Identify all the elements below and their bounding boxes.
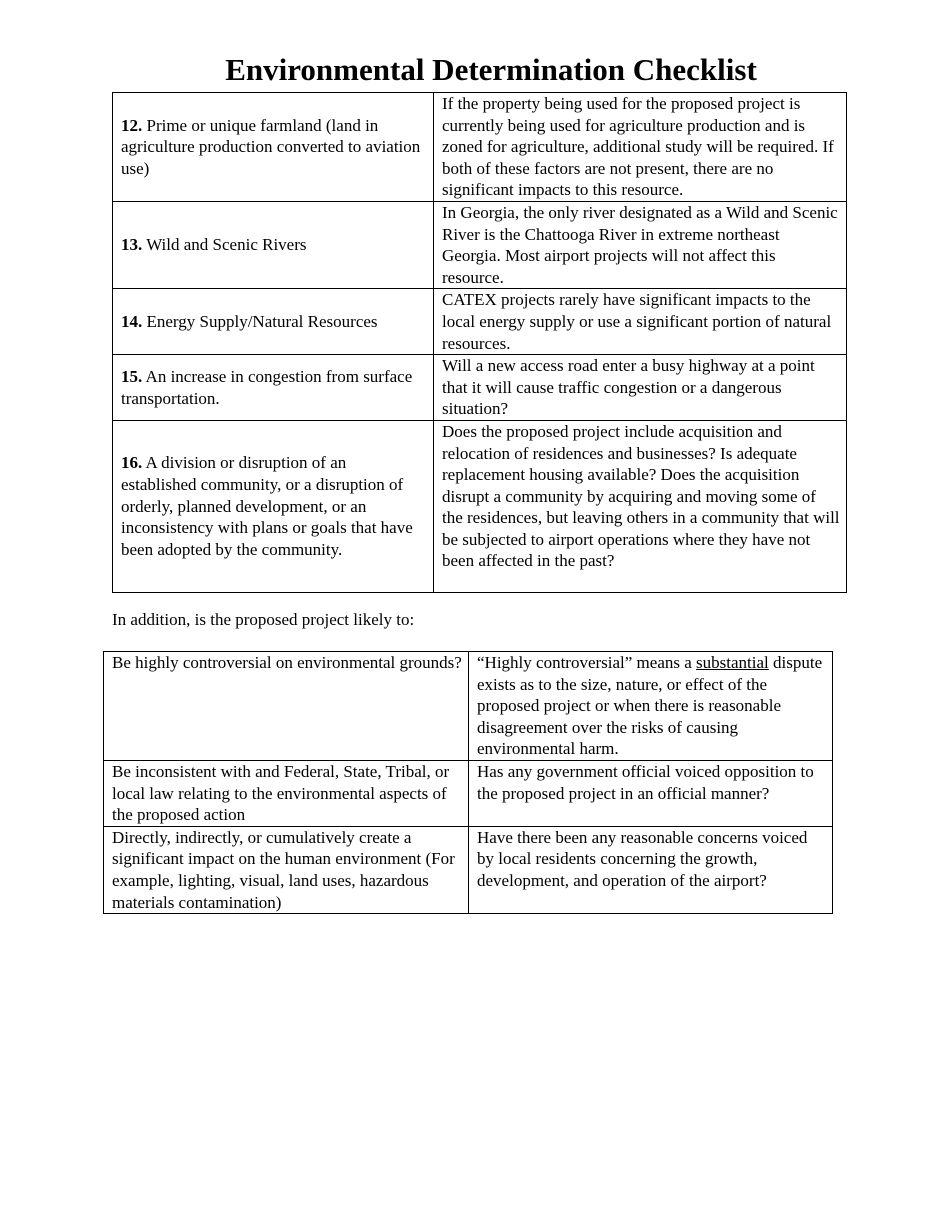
item-topic: An increase in congestion from surface transportation.	[121, 366, 413, 408]
item-topic: Energy Supply/Natural Resources	[142, 311, 378, 331]
item-number: 14.	[121, 311, 143, 331]
checklist-row-12	[113, 93, 847, 202]
checklist-guidance: Will a new access road enter a busy highway at a point that it will cause traffic congestion or a dangerous situation?	[434, 355, 847, 421]
checklist-topic-cell	[113, 420, 434, 592]
checklist-guidance: Does the proposed project include acquisition and relocation of residences and businesses? Is adequate replacement housing available? Does the acquisition disrupt a community by acquiring and moving some of the residences, but leaving others in a community that will be subjected to airport operations where they have not been affected in the past?	[434, 420, 847, 592]
additional-row-controversial	[104, 652, 833, 761]
checklist-row-13	[113, 201, 847, 288]
additional-row-significant-impact	[104, 826, 833, 913]
additional-question: Be inconsistent with and Federal, State, Tribal, or local law relating to the environmental aspects of the proposed action	[104, 761, 469, 827]
checklist-row-14	[113, 289, 847, 355]
additional-considerations-table	[103, 651, 833, 914]
additional-explanation: Has any government official voiced opposition to the proposed project in an official manner?	[469, 761, 833, 827]
item-topic: Wild and Scenic Rivers	[142, 235, 307, 255]
additional-question: Directly, indirectly, or cumulatively create a significant impact on the human environment (For example, lighting, visual, land uses, hazardous materials contamination)	[104, 826, 469, 913]
intro-text: In addition, is the proposed project likely to:	[112, 610, 415, 629]
underlined-term: substantial	[696, 653, 769, 672]
additional-row-inconsistent-law	[104, 761, 833, 827]
additional-explanation	[469, 652, 833, 761]
checklist-guidance: CATEX projects rarely have significant impacts to the local energy supply or use a significant portion of natural resources.	[434, 289, 847, 355]
checklist-row-15	[113, 355, 847, 421]
checklist-topic-cell	[113, 201, 434, 288]
item-number: 13.	[121, 235, 143, 255]
item-topic: Prime or unique farmland (land in agriculture production converted to aviation use)	[121, 115, 421, 178]
page-title: Environmental Determination Checklist	[225, 52, 757, 87]
checklist-topic-cell	[113, 355, 434, 421]
item-number: 16.	[121, 453, 143, 473]
additional-question: Be highly controversial on environmental grounds?	[104, 652, 469, 761]
item-number: 15.	[121, 366, 143, 386]
checklist-row-16	[113, 420, 847, 592]
additional-explanation: Have there been any reasonable concerns voiced by local residents concerning the growth, development, and operation of the airport?	[469, 826, 833, 913]
item-number: 12.	[121, 115, 143, 135]
item-topic: A division or disruption of an established community, or a disruption of orderly, planned development, or an inconsistency with plans or goals that have been adopted by the community.	[121, 453, 413, 559]
explanation-text: dispute exists as to the size, nature, or effect of the proposed project or when there is reasonable disagreement over the risks of causing environmental harm.	[477, 653, 823, 759]
checklist-guidance: If the property being used for the proposed project is currently being used for agriculture production and is zoned for agriculture, additional study will be required. If both of these factors are not present, there are no significant impacts to this resource.	[434, 93, 847, 202]
checklist-table	[112, 92, 847, 593]
explanation-text: “Highly controversial” means a	[477, 653, 697, 672]
checklist-topic-cell	[113, 289, 434, 355]
checklist-topic-cell	[113, 93, 434, 202]
checklist-guidance: In Georgia, the only river designated as a Wild and Scenic River is the Chattooga River in extreme northeast Georgia. Most airport projects will not affect this resource.	[434, 201, 847, 288]
